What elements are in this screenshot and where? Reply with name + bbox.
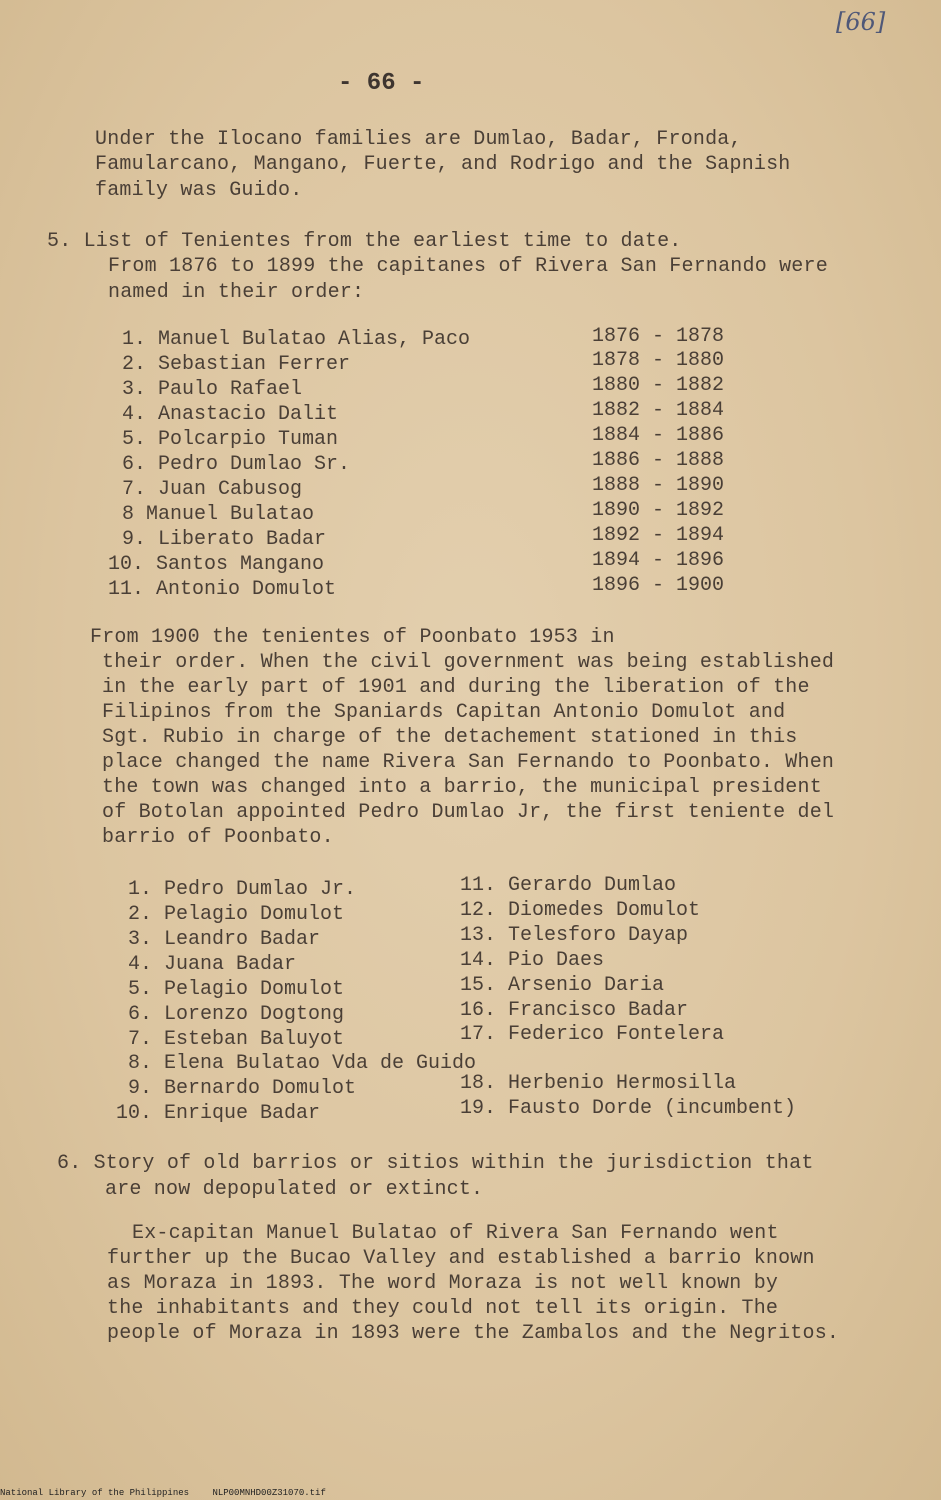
body-line: Sgt. Rubio in charge of the detachement stationed in this	[102, 726, 798, 749]
capitan-years: 1882 - 1884	[592, 399, 725, 422]
capitan-name: 10. Santos Mangano	[108, 553, 325, 576]
body-line: of Botolan appointed Pedro Dumlao Jr, the first teniente del	[102, 801, 835, 824]
teniente-name: 18. Herbenio Hermosilla	[460, 1072, 737, 1095]
capitan-years: 1876 - 1878	[592, 325, 725, 348]
capitan-name: 1. Manuel Bulatao Alias, Paco	[122, 328, 471, 351]
teniente-name: 13. Telesforo Dayap	[460, 924, 689, 947]
intro-line: family was Guido.	[95, 179, 303, 202]
teniente-name: 14. Pio Daes	[460, 949, 605, 972]
section-6-heading: 6. Story of old barrios or sitios within the jurisdiction that	[57, 1152, 814, 1175]
body-line: place changed the name Rivera San Fernando to Poonbato. When	[102, 751, 835, 774]
page-number: - 66 -	[338, 70, 425, 97]
capitan-years: 1892 - 1894	[592, 524, 725, 547]
teniente-name: 3. Leandro Badar	[128, 928, 321, 951]
teniente-name: 5. Pelagio Domulot	[128, 978, 345, 1001]
capitan-years: 1890 - 1892	[592, 499, 725, 522]
section-6-body-line: the inhabitants and they could not tell its origin. The	[107, 1297, 779, 1320]
section-6-heading: are now depopulated or extinct.	[105, 1178, 484, 1201]
teniente-name: 16. Francisco Badar	[460, 999, 689, 1022]
teniente-name: 19. Fausto Dorde (incumbent)	[460, 1097, 797, 1120]
teniente-name: 6. Lorenzo Dogtong	[128, 1003, 345, 1026]
teniente-name: 1. Pedro Dumlao Jr.	[128, 878, 357, 901]
teniente-name: 2. Pelagio Domulot	[128, 903, 345, 926]
teniente-name: 11. Gerardo Dumlao	[460, 874, 677, 897]
intro-line: Under the Ilocano families are Dumlao, Badar, Fronda,	[95, 128, 742, 151]
capitan-years: 1896 - 1900	[592, 574, 725, 597]
capitan-name: 8 Manuel Bulatao	[122, 503, 315, 526]
body-line: in the early part of 1901 and during the liberation of the	[102, 676, 810, 699]
section-6-body-line: Ex-capitan Manuel Bulatao of Rivera San Fernando went	[132, 1222, 779, 1245]
capitan-name: 3. Paulo Rafael	[122, 378, 303, 401]
capitan-name: 9. Liberato Badar	[122, 528, 327, 551]
section-5-intro-line: From 1876 to 1899 the capitanes of Rivera San Fernando were	[108, 255, 828, 278]
capitan-name: 6. Pedro Dumlao Sr.	[122, 453, 351, 476]
capitan-name: 5. Polcarpio Tuman	[122, 428, 339, 451]
section-5-intro-line: named in their order:	[108, 281, 365, 304]
body-line: the town was changed into a barrio, the municipal president	[102, 776, 822, 799]
capitan-years: 1878 - 1880	[592, 349, 725, 372]
footer-file-id: NLP00MNHD00Z31070.tif	[212, 1488, 326, 1498]
capitan-years: 1894 - 1896	[592, 549, 725, 572]
capitan-name: 11. Antonio Domulot	[108, 578, 337, 601]
intro-line: Famularcano, Mangano, Fuerte, and Rodrigo and the Sapnish	[95, 153, 791, 176]
section-6-body-line: people of Moraza in 1893 were the Zambalos and the Negritos.	[107, 1322, 840, 1345]
body-line: Filipinos from the Spaniards Capitan Antonio Domulot and	[102, 701, 786, 724]
body-line: From 1900 the tenientes of Poonbato 1953 in	[90, 626, 615, 649]
teniente-name: 15. Arsenio Daria	[460, 974, 665, 997]
teniente-name: 17. Federico Fontelera	[460, 1023, 725, 1046]
capitan-name: 4. Anastacio Dalit	[122, 403, 339, 426]
body-line: their order. When the civil government was being established	[102, 651, 835, 674]
teniente-name: 7. Esteban Baluyot	[128, 1028, 345, 1051]
capitan-years: 1886 - 1888	[592, 449, 725, 472]
teniente-name: 9. Bernardo Domulot	[128, 1077, 357, 1100]
teniente-name: 12. Diomedes Domulot	[460, 899, 701, 922]
section-6-body-line: further up the Bucao Valley and established a barrio known	[107, 1247, 815, 1270]
capitan-years: 1888 - 1890	[592, 474, 725, 497]
capitan-years: 1884 - 1886	[592, 424, 725, 447]
scan-footer	[0, 1488, 344, 1498]
section-5-heading: 5. List of Tenientes from the earliest time to date.	[47, 230, 682, 253]
teniente-name: 10. Enrique Badar	[116, 1102, 321, 1125]
capitan-years: 1880 - 1882	[592, 374, 725, 397]
capitan-name: 7. Juan Cabusog	[122, 478, 303, 501]
archive-page-number: [66]	[836, 8, 886, 36]
footer-institution: National Library of the Philippines	[0, 1488, 190, 1498]
capitan-name: 2. Sebastian Ferrer	[122, 353, 351, 376]
body-line: barrio of Poonbato.	[102, 826, 334, 849]
teniente-name: 4. Juana Badar	[128, 953, 297, 976]
teniente-name: 8. Elena Bulatao Vda de Guido	[128, 1052, 477, 1075]
section-6-body-line: as Moraza in 1893. The word Moraza is not well known by	[107, 1272, 779, 1295]
